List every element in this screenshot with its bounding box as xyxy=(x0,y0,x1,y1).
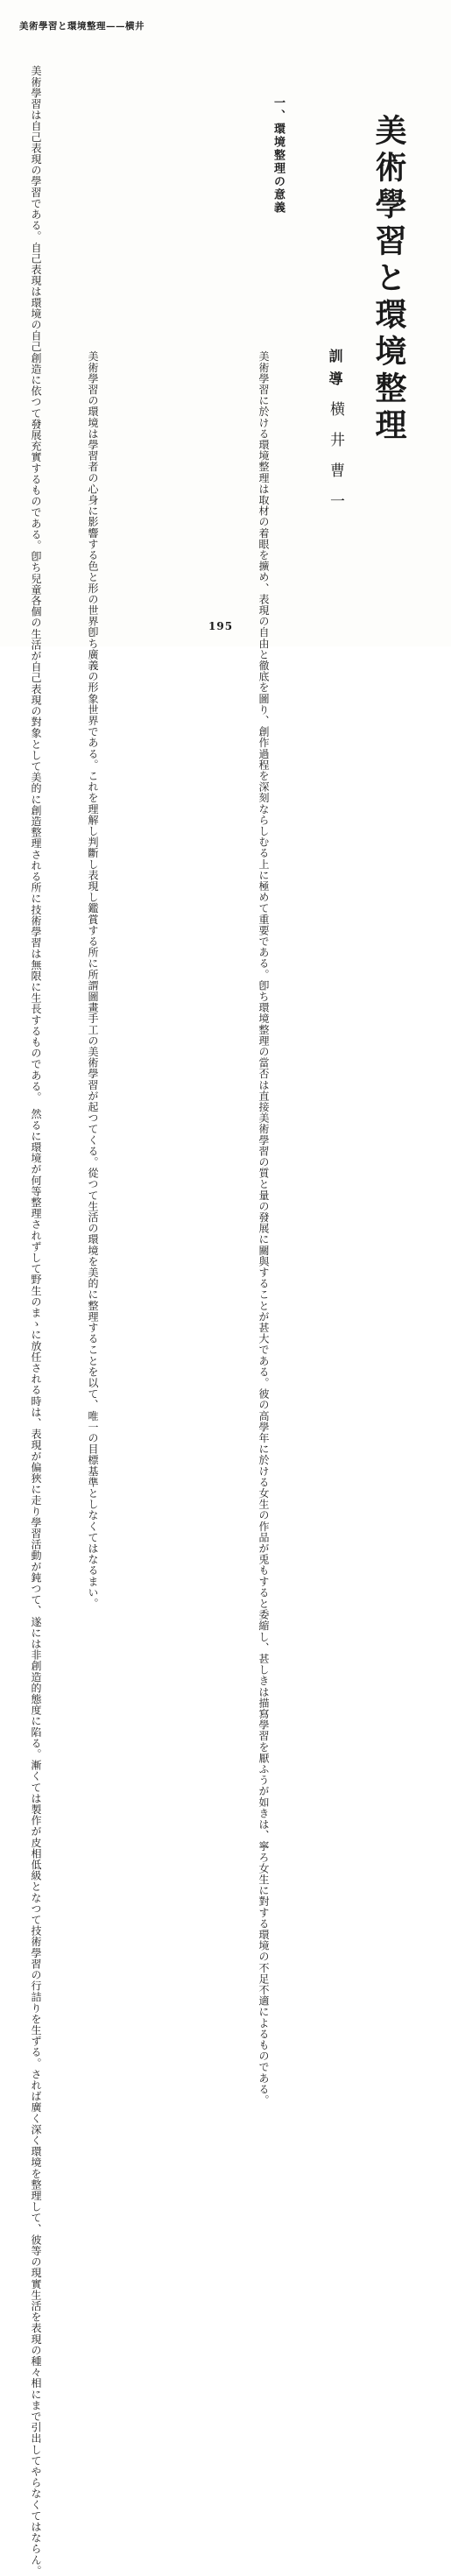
body-text-lower-second: 美術學習の環境は學習者の心身に影響する色と形の世界卽ち廣義の形象世界である。これを理解し判斷し表現し鑑賞する所に所謂圖畫手工の美術學習が起つてくる。從つて生活の環境を美的に整理することを以て、唯一の目標基準としなくてはなるまい。 xyxy=(87,340,99,1609)
author-role: 訓導 xyxy=(327,349,343,394)
body-text-upper: 美術學習は自己表現の學習である。自己表現は環境の自己創造に依つて發展充實するものである。卽ち兒童各個の生活が自己表現の對象として美的に創造整理される所に技術學習は無限に生長するものである。 然るに環境が何等整理されずして野生のまゝに放任される時は、表現が偏狹に走り學習活動が鈍つて、遂には非創造的態度に陷る。漸くては製作が皮相低級となつて技術學習の行詰りを生ずる。されば廣く深く環境を整理して、彼等の現實生活を表現の種々相にまで引出してやらなくてはならん。 xyxy=(30,54,42,2576)
section-heading: 一、環境整理の意義 xyxy=(271,96,285,215)
page-number: 195 xyxy=(208,620,234,632)
article-title: 美術學習と環境整理 xyxy=(370,114,407,445)
author-name: 横井曹一 xyxy=(327,401,344,524)
body-text-lower-first: 美術學習に於ける環境整理は取材の着眼を擴め、表現の自由と徹底を圖り、創作過程を深刻ならしむる上に極めて重要である。卽ち環境整理の當否は直接美術學習の質と量の發展に關與することが甚大である。彼の高學年に於ける女生の作品が兎もすると委縮し、甚しきは描寫學習を厭ふうが如きは、寧ろ女生に對する環境の不足不適によるものである。 xyxy=(257,340,270,2106)
running-head: 美術學習と環境整理——横井 xyxy=(19,21,144,32)
